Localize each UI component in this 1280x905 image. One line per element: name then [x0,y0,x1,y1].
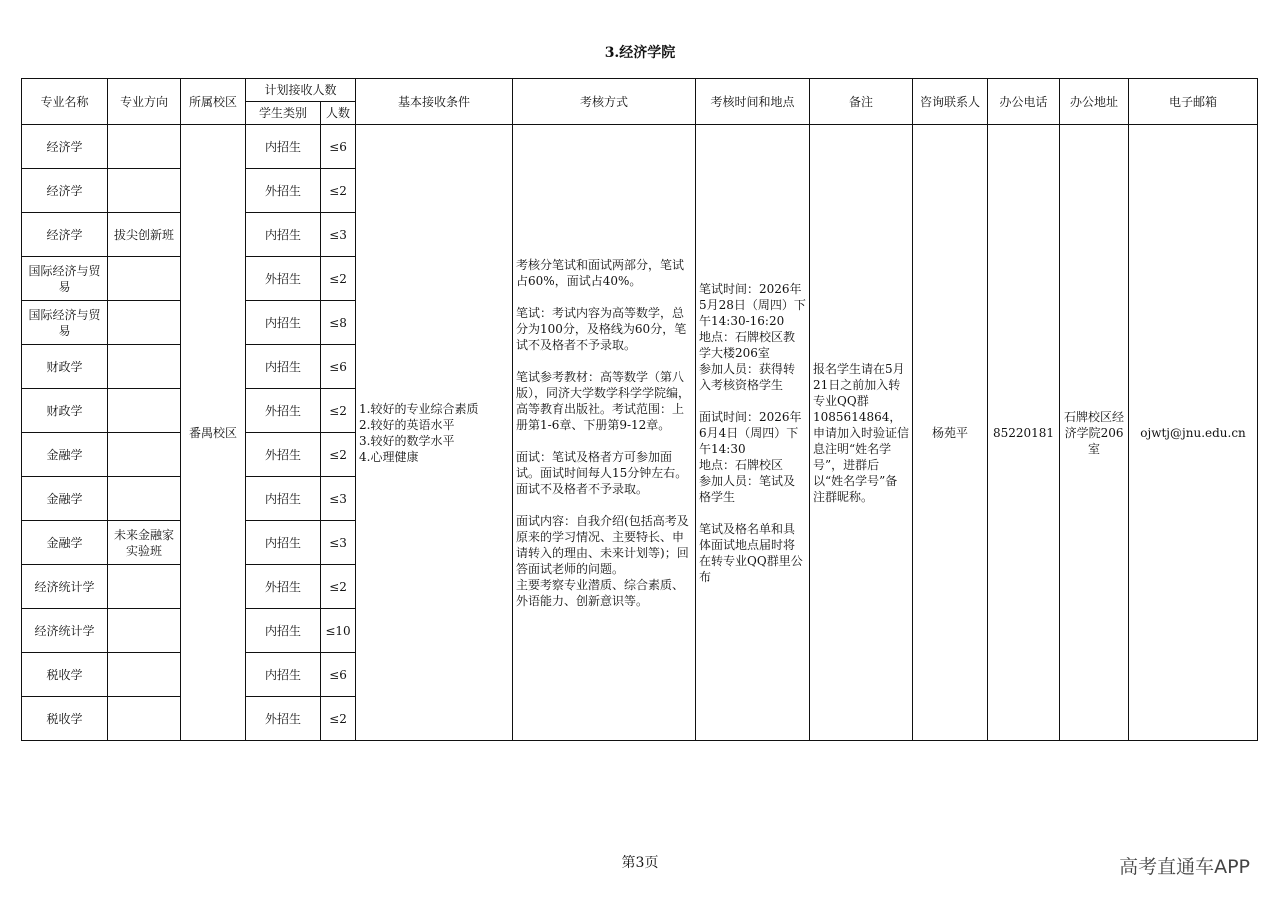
cell-direction [108,301,181,345]
cell-major: 经济统计学 [22,565,108,609]
cell-count: ≤6 [321,125,356,169]
table-row [22,125,1258,169]
cell-count: ≤6 [321,653,356,697]
cell-type: 外招生 [246,389,321,433]
cell-count: ≤6 [321,345,356,389]
cell-direction [108,609,181,653]
cell-phone: 85220181 [988,125,1060,741]
cell-count: ≤2 [321,257,356,301]
cell-type: 内招生 [246,477,321,521]
header-remarks: 备注 [810,79,913,125]
cell-type: 内招生 [246,125,321,169]
cell-direction [108,125,181,169]
cell-direction: 未来金融家实验班 [108,521,181,565]
cell-major: 金融学 [22,433,108,477]
cell-count: ≤10 [321,609,356,653]
cell-address: 石牌校区经济学院206室 [1060,125,1129,741]
header-exam-time-place: 考核时间和地点 [696,79,810,125]
cell-type: 内招生 [246,345,321,389]
cell-count: ≤8 [321,301,356,345]
cell-count: ≤2 [321,565,356,609]
cell-count: ≤2 [321,697,356,741]
header-student-type: 学生类别 [246,102,321,125]
cell-contact: 杨苑平 [913,125,988,741]
header-phone: 办公电话 [988,79,1060,125]
cell-count: ≤3 [321,521,356,565]
cell-major: 财政学 [22,345,108,389]
cell-direction [108,477,181,521]
cell-direction [108,345,181,389]
cell-major: 国际经济与贸易 [22,301,108,345]
header-exam-method: 考核方式 [513,79,696,125]
header-plan: 计划接收人数 [246,79,356,102]
cell-type: 外招生 [246,697,321,741]
cell-direction [108,565,181,609]
header-campus: 所属校区 [181,79,246,125]
cell-exam-time-place: 笔试时间：2026年5月28日（周四）下午14:30-16:20 地点：石牌校区教学大楼206室 参加人员：获得转入考核资格学生 面试时间：2026年6月4日（周四）下午14:30 地点：石牌校区 参加人员：笔试及格学生 笔试及格名单和具体面试地点届时将在转专业QQ群里公布 [699,281,806,584]
cell-type: 外招生 [246,433,321,477]
header-address: 办公地址 [1060,79,1129,125]
cell-type: 内招生 [246,653,321,697]
cell-direction [108,389,181,433]
header-major: 专业名称 [22,79,108,125]
header-email: 电子邮箱 [1129,79,1258,125]
page-title: 3.经济学院 [604,45,676,61]
cell-count: ≤3 [321,213,356,257]
cell-major: 财政学 [22,389,108,433]
cell-direction [108,257,181,301]
cell-exam-method: 考核分笔试和面试两部分，笔试占60%，面试占40%。 笔试：考试内容为高等数学，总分为100分，及格线为60分，笔试不及格者不予录取。 笔试参考教材：高等数学（第八版），同济大学数学科学学院编，高等教育出版社。考试范围：上册第1-6章、下册第9-12章。 面试：笔试及格者方可参加面试。面试时间每人15分钟左右。面试不及格者不予录取。 面试内容：自我介绍(包括高考及原来的学习情况、主要特长、申请转入的理由、未来计划等)；回答面试老师的问题。 主要考察专业潜质、综合素质、外语能力、创新意识等。 [516,257,691,608]
cell-count: ≤2 [321,389,356,433]
cell-major: 经济学 [22,169,108,213]
cell-direction [108,653,181,697]
cell-type: 内招生 [246,213,321,257]
cell-direction [108,433,181,477]
cell-major: 经济统计学 [22,609,108,653]
cell-major: 金融学 [22,521,108,565]
cell-major: 经济学 [22,213,108,257]
cell-type: 内招生 [246,301,321,345]
cell-major: 经济学 [22,125,108,169]
header-count: 人数 [321,102,356,125]
cell-direction [108,169,181,213]
cell-remarks: 报名学生请在5月21日之前加入转专业QQ群1085614864，申请加入时验证信息注明“姓名学号”，进群后以“姓名学号”备注群昵称。 [813,361,910,504]
cell-type: 外招生 [246,169,321,213]
cell-conditions: 1.较好的专业综合素质 2.较好的英语水平 3.较好的数学水平 4.心理健康 [359,401,479,464]
header-direction: 专业方向 [108,79,181,125]
cell-email[interactable]: ojwtj@jnu.edu.cn [1129,125,1258,741]
header-contact: 咨询联系人 [913,79,988,125]
cell-major: 税收学 [22,653,108,697]
cell-major: 金融学 [22,477,108,521]
cell-type: 外招生 [246,257,321,301]
transfer-table [21,78,1258,741]
watermark: 高考直通车APP [1119,856,1250,878]
cell-direction [108,697,181,741]
cell-campus: 番禺校区 [181,125,246,741]
cell-count: ≤3 [321,477,356,521]
cell-major: 国际经济与贸易 [22,257,108,301]
cell-count: ≤2 [321,433,356,477]
cell-direction: 拔尖创新班 [108,213,181,257]
cell-major: 税收学 [22,697,108,741]
cell-type: 内招生 [246,609,321,653]
page-number: 第3页 [621,855,659,871]
header-conditions: 基本接收条件 [356,79,513,125]
cell-type: 外招生 [246,565,321,609]
cell-type: 内招生 [246,521,321,565]
cell-count: ≤2 [321,169,356,213]
